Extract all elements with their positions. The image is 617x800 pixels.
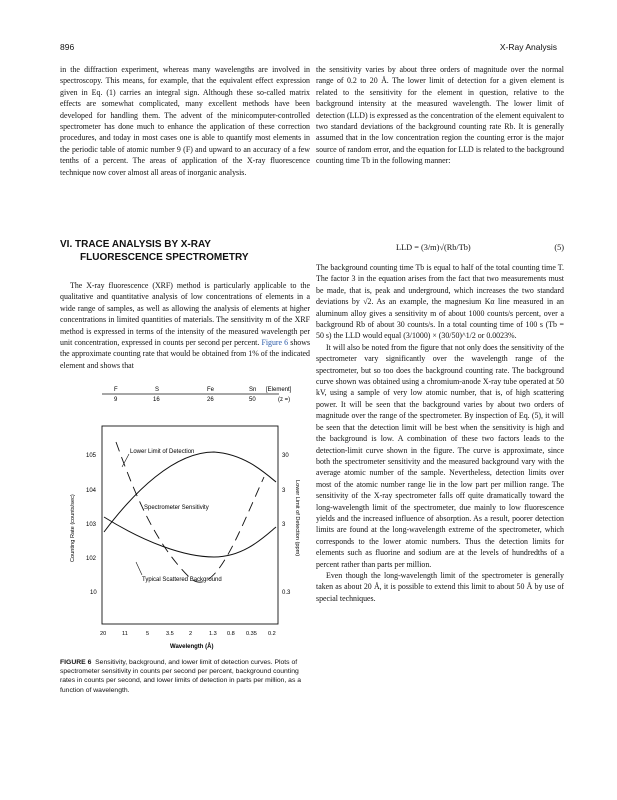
caption-text: Sensitivity, background, and lower limit of detection curves. Plots of spectrometer sensitivity in counts per second per percent, background counting rates in counts per second, and lower limits of detection in parts per million, as a function of wavelength. — [60, 659, 302, 694]
figure-6-link[interactable]: Figure 6 — [261, 338, 289, 348]
left-paragraph-1: in the diffraction experiment, whereas many wavelengths are involved in spectroscopy. This means, for example, that the equivalent effect expression given in Eq. (1) carries an integral sign. Although these so-called matrix effects are somewhat complicated, many excellent methods have been developed for handling them. The advent of the minicomputer-controlled spectrometer has done much to enhance the application of these correction procedures, and today in most cases one is able to quantify most elements in the periodic table of atomic number 9 (F) and upward to an accuracy of a few tenths of a percent. The areas of application of the X-ray fluorescence technique now cover almost all areas of inorganic analysis. — [60, 65, 310, 177]
z-label-50: 50 — [249, 397, 256, 403]
left-axis-label: Counting Rate (counts/sec) — [70, 494, 76, 562]
z-label-9: 9 — [114, 397, 118, 403]
page-number: 896 — [60, 42, 75, 52]
figure-caption — [60, 658, 310, 695]
x-tick-label: 20 — [100, 631, 107, 637]
right-tick-label: 3 — [282, 488, 286, 494]
z-label-16: 16 — [153, 397, 160, 403]
left-paragraph-2 — [60, 280, 310, 371]
x-tick-label: 3.5 — [166, 631, 174, 637]
left-tick-label: 102 — [86, 556, 97, 562]
x-tick-label: 0.8 — [227, 631, 235, 637]
equation-number: (5) — [554, 243, 564, 252]
background-curve-label: Typical Scattered Background — [142, 577, 222, 583]
lld-curve-label: Lower Limit of Detection — [130, 449, 195, 455]
x-axis-label: Wavelength (Å) — [170, 644, 214, 650]
section-heading-line-2: FLUORESCENCE SPECTROMETRY — [80, 252, 249, 263]
section-heading — [60, 238, 310, 264]
right-tick-label: 30 — [282, 453, 289, 459]
left-tick-label: 10 — [90, 590, 97, 596]
x-tick-label: 5 — [146, 631, 150, 637]
lld-curve — [116, 442, 264, 582]
right-tick-label: 0.3 — [282, 590, 291, 596]
x-tick-label: 0.35 — [246, 631, 257, 637]
x-tick-label: 2 — [189, 631, 193, 637]
x-tick-label: 11 — [122, 631, 128, 637]
right-paragraph-4: Even though the long-wavelength limit of the spectrometer is generally taken as about 20 Å, it is possible to extend this limit to about 50 Å by use of special techniques. — [316, 570, 564, 603]
equation-body: LLD = (3/m)√(Rb/Tb) — [396, 243, 471, 252]
z-label-26: 26 — [207, 397, 214, 403]
left-tick-label: 103 — [86, 522, 97, 528]
right-paragraph-1: the sensitivity varies by about three orders of magnitude over the normal range of 0.2 to 20 Å. The lower limit of detection for a given element is related to the sensitivity for the element in question, relative to the background intensity at the measured wavelength. The lower limit of detection (LLD) is expressed as the concentration of the element equivalent to two standard deviations of the background counting rate Rb. It is generally assumed that in the low concentration region the counting error is the major source of random error, and the equation for LLD is related to the background counting time Tb in the following manner: — [316, 65, 564, 166]
left-column-2 — [60, 280, 310, 371]
z-header: (z =) — [278, 397, 291, 403]
bg-pointer — [136, 562, 142, 575]
sensitivity-curve-label: Spectrometer Sensitivity — [144, 505, 209, 511]
sensitivity-curve — [104, 452, 276, 532]
section-heading-line-1: VI. TRACE ANALYSIS BY X-RAY — [60, 239, 211, 250]
right-axis-label: Lower Limit of Detection (ppm) — [294, 480, 300, 557]
element-label-s: S — [155, 387, 160, 393]
left-tick-label: 104 — [86, 488, 97, 494]
running-title: X-Ray Analysis — [499, 42, 557, 52]
left-column — [60, 64, 310, 178]
element-header: [Element] — [266, 387, 292, 393]
figure-6-plot — [64, 382, 310, 657]
element-label-fe: Fe — [207, 387, 215, 393]
x-tick-label: 0.2 — [268, 631, 276, 637]
caption-label: FIGURE 6 — [60, 659, 92, 666]
p2-text-a: The X-ray fluorescence (XRF) method is particularly applicable to the qualitative and quantitative analysis of low concentrations of elements in a wide range of samples, as well as allowing the analysis of elements at higher concentrations in limited quantities of materials. The sensitivity m of the XRF method is expressed in terms of the intensity of the measured wavelength per unit concentration, expressed in counts per second per percent. — [60, 281, 310, 348]
right-paragraph-2: The background counting time Tb is equal to half of the total counting time T. The factor 3 in the equation arises from the fact that two measurements must be made, that is, peak and underground, which increases the two standard deviations by √2. As an example, the magnesium Kα line measured in an aluminum alloy gives a sensitivity m of about 1000 counts/s percent, over a background Rb of about 30 counts/s. In a total counting time of 100 s (Tb = 50 s) the LLD would equal (3/1000) × (30/50)^1/2 or 0.0023%. — [316, 263, 564, 341]
right-tick-label: 3 — [282, 522, 286, 528]
right-column-2 — [316, 262, 564, 604]
right-column — [316, 64, 564, 167]
left-tick-label: 105 — [86, 453, 97, 459]
background-curve — [104, 517, 276, 557]
right-paragraph-3: It will also be noted from the figure that not only does the sensitivity of the spectrometer vary significantly over the wavelength range of the spectrometer, but so too does the background counting rate. The background curve shown was obtained using a chromium-anode X-ray tube operated at 50 kV, using a sample of very low atomic number, that is, of high scattering power. It will be seen that the background varies by about two orders of magnitude over the range of the spectrometer. By inspection of Eq. (5), it will be seen that the detection limit will be best when the sensitivity is high and the background is low. A combination of these two factors leads to the detection-limit curve shown in the figure. The curve is approximate, since both the spectrometer sensitivity and the measured background vary with the average atomic number of the sample. Nevertheless, detection limits over most of the atomic number range lie in the low part per million range. The sensitivity of the X-ray spectrometer falls off quite dramatically toward the long-wavelength limit of the spectrometer, due mainly to low fluorescence yields and the increased influence of absorption. As a result, poorer detection limits are found at the long-wavelength extreme of the spectrometer, which corresponds to the lower atomic numbers. Thus the detection limits for elements such as fluorine and sodium are at the levels of hundredths of a percent rather than parts per million. — [316, 342, 564, 569]
x-tick-label: 1.3 — [209, 631, 217, 637]
element-label-f: F — [114, 387, 118, 393]
p2-text-b: shows the approximate counting rate that would be obtained from 1% of the indicated element and shows that — [60, 338, 311, 370]
element-label-sn: Sn — [249, 387, 257, 393]
